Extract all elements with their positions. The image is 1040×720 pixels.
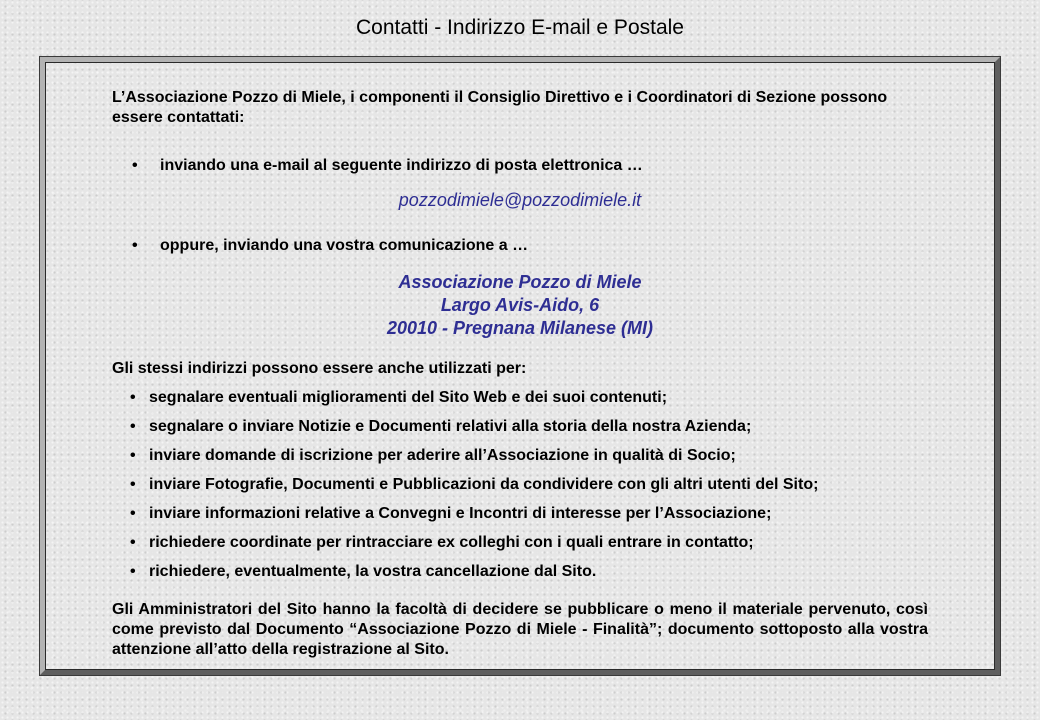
list-item: • inviare Fotografie, Documenti e Pubblicazioni da condividere con gli altri utenti del Sito; xyxy=(130,476,819,493)
bullet-icon: • xyxy=(130,534,136,551)
bullet-email xyxy=(112,156,928,176)
bullet-icon: • xyxy=(130,563,136,580)
address-line-city: 20010 - Pregnana Milanese (MI) xyxy=(386,318,654,338)
bullet-post-text: oppure, inviando una vostra comunicazione a … xyxy=(160,237,529,254)
list-item: • inviare informazioni relative a Convegni e Incontri di interesse per l’Associazione; xyxy=(130,505,772,522)
closing-text: Gli Amministratori del Sito hanno la facoltà di decidere se pubblicare o meno il materiale pervenuto, così come previsto dal Documento “Associazione Pozzo di Miele - Finalità”; documento sottoposto alla vostra attenzione all’atto della registrazione al Sito. xyxy=(112,601,928,658)
bullet-icon: • xyxy=(132,157,138,174)
list-item: • richiedere coordinate per rintracciare ex colleghi con i quali entrare in contatto; xyxy=(130,534,754,551)
list-item: • inviare domande di iscrizione per aderire all’Associazione in qualità di Socio; xyxy=(130,447,736,464)
bullet-icon: • xyxy=(130,476,136,493)
bullet-icon: • xyxy=(130,505,136,522)
postal-address xyxy=(112,271,928,340)
bullet-post xyxy=(112,236,928,256)
uses-intro: Gli stessi indirizzi possono essere anche utilizzati per: xyxy=(112,360,527,377)
list-item: • segnalare eventuali miglioramenti del Sito Web e dei suoi contenuti; xyxy=(130,389,668,406)
address-line-name: Associazione Pozzo di Miele xyxy=(398,272,642,292)
bullet-icon: • xyxy=(130,447,136,464)
bullet-icon: • xyxy=(132,237,138,254)
address-line-street: Largo Avis-Aido, 6 xyxy=(440,295,600,315)
list-item: • richiedere, eventualmente, la vostra cancellazione dal Sito. xyxy=(130,563,597,580)
bullet-email-text: inviando una e-mail al seguente indirizzo di posta elettronica … xyxy=(160,157,643,174)
email-address[interactable]: pozzodimiele@pozzodimiele.it xyxy=(398,190,642,210)
page-title: Contatti - Indirizzo E-mail e Postale xyxy=(356,16,684,39)
intro-text: L’Associazione Pozzo di Miele, i componenti il Consiglio Direttivo e i Coordinatori di Sezione possono essere contattati: xyxy=(112,89,888,126)
bullet-icon: • xyxy=(130,389,136,406)
bullet-icon: • xyxy=(130,418,136,435)
list-item: • segnalare o inviare Notizie e Documenti relativi alla storia della nostra Azienda; xyxy=(130,418,752,435)
uses-list xyxy=(112,388,928,591)
content-area xyxy=(112,88,928,660)
